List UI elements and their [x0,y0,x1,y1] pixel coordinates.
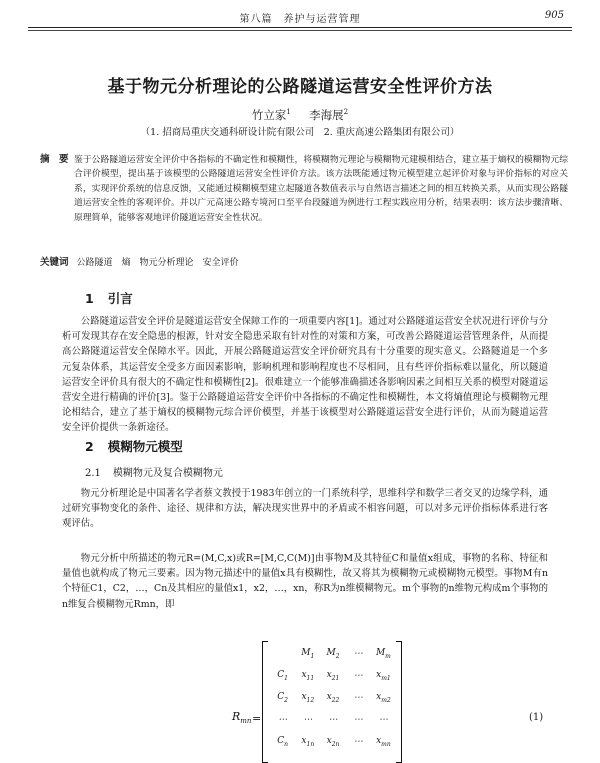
header-rule-thick [28,27,572,28]
matrix-cell: $x_{m1}$ [376,670,391,682]
matrix-cell: $x_{12}$ [301,692,315,704]
matrix-right-bracket [396,641,402,763]
page-number: 905 [544,10,564,21]
section-number: 1 [85,291,94,306]
keywords-label: 关键词 [40,257,69,268]
subsection-number: 2.1 [85,468,101,479]
matrix-cells [270,643,396,753]
matrix-cell: $C_n$ [277,736,288,748]
matrix-cell: $x_{2n}$ [326,736,340,748]
matrix-cell: $x_{1n}$ [301,736,315,748]
subsection-title: 模糊物元及复合模糊物元 [112,468,223,479]
abstract-label: 摘 要 [40,154,69,165]
matrix-row [270,687,396,709]
matrix-cell: $x_{m2}$ [376,692,391,704]
matrix-cell: $x_{22}$ [326,692,340,704]
model-text-1: 物元分析理论是中国著名学者蔡文教授于1983年创立的一门系统科学，思维科学和数学三者交叉的边缘学科，通过研究事物变化的条件、途径、规律和方法，解决现实世界中的矛盾或不相容问题，可以对多元评价指标体系进行客观评估。 [62,488,548,530]
section-title: 模糊物元模型 [107,439,183,454]
model-text-2: 物元分析中所描述的物元R=(M,C,x)或R=[M,C,C(M)]由事物M及其特征C和量值x组成，事物的名称、特征和量值也就构成了物元三要素。因为物元描述中的量值x具有模糊性，故又将其为模糊物元或模糊物元模型。事物M有n个特征C1，C2，…，Cn及其相应的量值x1，x2，…，xn，称R为n维模糊物元。m个事物的n维物元构成m个事物的n维复合模糊物元Rmn，即 [62,553,548,610]
matrix-cell: ⋯ [303,715,313,725]
subsection-heading [85,464,223,479]
matrix-row [270,731,396,753]
matrix-cell: $C_1$ [277,670,288,682]
matrix-row [270,643,396,665]
matrix-cell: ⋯ [353,737,363,747]
equation-number: (1) [529,712,544,723]
matrix-cell: $x_{11}$ [301,670,315,682]
author-mark: 2 [343,108,349,117]
abstract-text: 鉴于公路隧道运营安全评价中各指标的不确定性和模糊性，将模糊物元理论与模糊物元建模相结合，建立基于熵权的模糊物元综合评价模型，提出基于该模型的公路隧道运营安全性评价方法。该方法既能通过物元模型建立起评价对象与评价指标的对应关系，实现评价系统的信息反馈，又能通过模糊模型建立起隧道各数值表示与自然语言描述之间的相互转换关系，从而实现公路隧道运营安全性的客观评价。并以广元高速公路专境河口至平台段隧道为例进行工程实践应用分析，结果表明：该方法步骤清晰、原理简单，能够客观地评价隧道运营安全性状况。 [74,155,568,223]
keywords-text: 公路隧道 熵 物元分析理论 安全评价 [76,258,239,268]
matrix-cell: ⋯ [328,715,338,725]
section-title: 引言 [107,291,133,306]
header-rule-thin [28,30,572,31]
matrix-left-bracket [262,641,268,763]
matrix-cell: $x_{mn}$ [376,736,391,748]
equals-sign: = [252,712,262,725]
model-paragraph-2 [62,551,548,612]
matrix-cell: $x_{21}$ [326,670,340,682]
equation-lhs: $R_{mn}$ [232,710,252,726]
section-number: 2 [85,439,94,454]
matrix-cell: $M_2$ [326,648,340,660]
matrix-cell: ⋯ [378,715,388,725]
intro-text: 公路隧道运营安全评价是隧道运营安全保障工作的一项重要内容[1]。通过对公路隧道运营安全状况进行评价与分析可发现其存在安全隐患的根源，针对安全隐患采取有针对性的对策和方案，可改善公路隧道运营管理条件，从而提高公路隧道运营安全保障水平。因此，开展公路隧道运营安全评价研究具有十分重要的现实意义。公路隧道是一个多元复杂体系，其运营安全受多方面因素影响，影响机理和影响程度也不尽相同，且有些评价指标难以量化，所以隧道运营安全评价具有很大的不确定性和模糊性[2]。很难建立一个能够准确描述各影响因素之间相互关系的模型对隧道运营安全进行精确的评价[3]。鉴于公路隧道运营安全评价中各指标的不确定性和模糊性，本文将熵值理论与模糊物元理论相结合，建立了基于熵权的模糊物元综合评价模型，并基于该模型对公路隧道运营安全进行评价，从而为隧道运营安全评价提供一条新途径。 [62,316,548,434]
paper-title: 基于物元分析理论的公路隧道运营安全性评价方法 [107,77,493,97]
composite-matter-element-matrix [262,641,402,761]
keywords [40,254,568,268]
author-name: 李海展 [309,108,344,122]
matrix-cell: ⋯ [353,693,363,703]
running-head [0,8,600,26]
matrix-cell: ⋯ [353,649,363,659]
author-name: 竹立家 [251,108,287,122]
section-heading-model [85,437,183,455]
section-heading-intro [85,289,133,307]
matrix-cell: $C_2$ [277,692,288,704]
matrix-cell: ⋯ [278,715,288,725]
matrix-cell: $M_m$ [375,648,391,660]
matrix-cell: $M_1$ [301,648,315,660]
authors [0,107,600,123]
running-head-title: 第八篇 养护与运营管理 [239,14,361,25]
matrix-cell: ⋯ [353,715,363,725]
abstract [40,153,568,225]
author-mark: 1 [286,108,291,117]
intro-paragraph [62,314,548,436]
matrix-row [270,665,396,687]
affiliations: （1. 招商局重庆交通科研设计院有限公司 2. 重庆高速公路集团有限公司） [140,127,460,138]
model-paragraph-1 [62,486,548,532]
matrix-row [270,709,396,731]
matrix-cell: ⋯ [353,671,363,681]
